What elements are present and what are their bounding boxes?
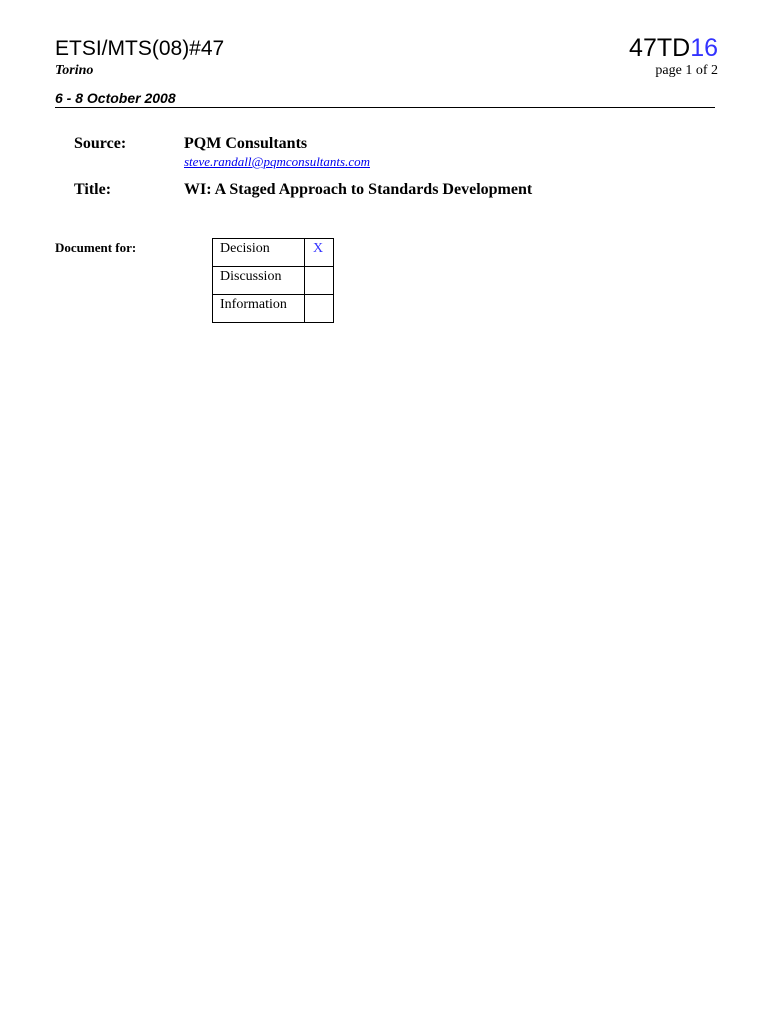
purpose-row-decision [213,239,334,267]
purpose-option-label: Information [213,295,305,323]
purpose-option-mark [305,267,334,295]
source-value: PQM Consultants [184,135,308,152]
purpose-row-information [213,295,334,323]
document-number-prefix: 47TD [629,34,691,62]
purpose-option-mark [305,295,334,323]
purpose-option-label: Decision [213,239,305,267]
document-purpose-table [212,238,334,323]
source-label: Source: [74,135,127,152]
purpose-option-mark: X [305,239,334,267]
purpose-row-discussion [213,267,334,295]
source-email-link[interactable]: steve.randall@pqmconsultants.com [184,154,370,169]
purpose-option-label: Discussion [213,267,305,295]
header-divider [55,107,715,108]
meeting-id: ETSI/MTS(08)#47 [55,37,225,60]
document-number-suffix: 16 [690,34,718,62]
document-number [629,33,718,63]
document-for-label: Document for: [55,240,137,255]
meeting-location: Torino [55,63,94,78]
page-indicator: page 1 of 2 [655,63,718,78]
title-value: WI: A Staged Approach to Standards Development [184,181,533,198]
meeting-dates: 6 - 8 October 2008 [55,90,176,106]
title-label: Title: [74,181,112,198]
